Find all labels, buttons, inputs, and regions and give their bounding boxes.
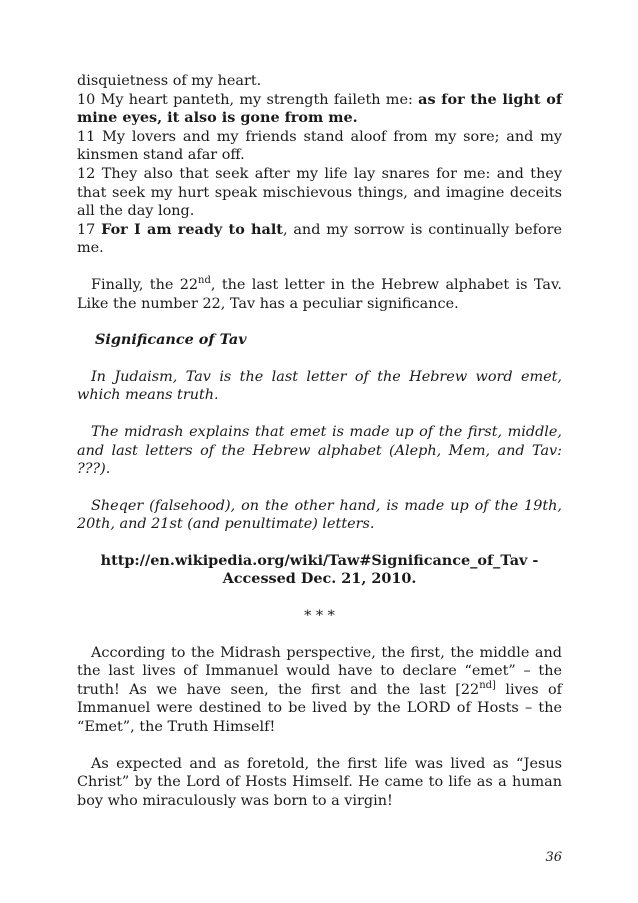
section-separator: * * * bbox=[304, 608, 335, 625]
quote-paragraph: The midrash explains that emet is made up of the first, middle, and last letters of the Hebrew alphabet (Aleph, Mem, and Tav: ???). bbox=[77, 423, 562, 478]
verse-text: 12 They also that seek after my life lay snares for me: and they that seek my hurt speak mischievous things, and imagine deceits all the day long. bbox=[77, 165, 562, 220]
verse-text: 11 My lovers and my friends stand aloof from my sore; and my kinsmen stand afar off. bbox=[77, 128, 562, 164]
verse-line bbox=[77, 72, 562, 91]
paragraph-expected: As expected and as foretold, the first life was lived as “Jesus Christ” by the Lord of Hosts Himself. He came to life as a human boy who miraculously was born to a virgin! bbox=[77, 755, 562, 809]
verse-line bbox=[77, 165, 562, 221]
verse-line bbox=[77, 128, 562, 165]
paragraph-midrash: According to the Midrash perspective, the first, the middle and the last lives of Immanuel would have to declare “emet” – the truth! As we have seen, the first and the last [$22^{nd]}$ lives of Immanuel were destined to be lived by the LORD of Hosts – the “Emet”, the Truth Himself! bbox=[77, 644, 562, 736]
ordinal-superscript: nd] bbox=[479, 679, 496, 691]
source-citation: http://en.wikipedia.org/wiki/Taw#Significance_of_Tav - Accessed Dec. 21, 2010. bbox=[100, 551, 539, 588]
verse-bold-text: as for the light of mine eyes, it also is gone from me. bbox=[77, 90, 563, 127]
verse-text: 10 My heart panteth, my strength faileth me: bbox=[77, 91, 419, 108]
psalm-verses bbox=[77, 72, 562, 258]
verse-text: , and my sorrow is continually before me. bbox=[77, 221, 563, 257]
verse-text: disquietness of my heart. bbox=[77, 73, 262, 89]
page-number: 36 bbox=[545, 850, 562, 865]
verse-line bbox=[77, 91, 562, 128]
paragraph-finally: Finally, the 22nd, the last letter in the Hebrew alphabet is Tav. Like the number 22, Tav has a peculiar significance. bbox=[77, 274, 562, 312]
page-content bbox=[77, 72, 562, 810]
verse-bold-text: For I am ready to halt bbox=[101, 220, 283, 238]
quote-paragraph: In Judaism, Tav is the last letter of the Hebrew word emet, which means truth. bbox=[77, 368, 562, 404]
section-heading: Significance of Tav bbox=[95, 331, 247, 349]
ordinal-superscript: nd bbox=[198, 274, 211, 286]
verse-line bbox=[77, 221, 562, 258]
quote-paragraph: Sheqer (falsehood), on the other hand, is made up of the 19th, 20th, and 21st (and penultimate) letters. bbox=[77, 497, 562, 533]
verse-text: 17 bbox=[77, 221, 102, 238]
